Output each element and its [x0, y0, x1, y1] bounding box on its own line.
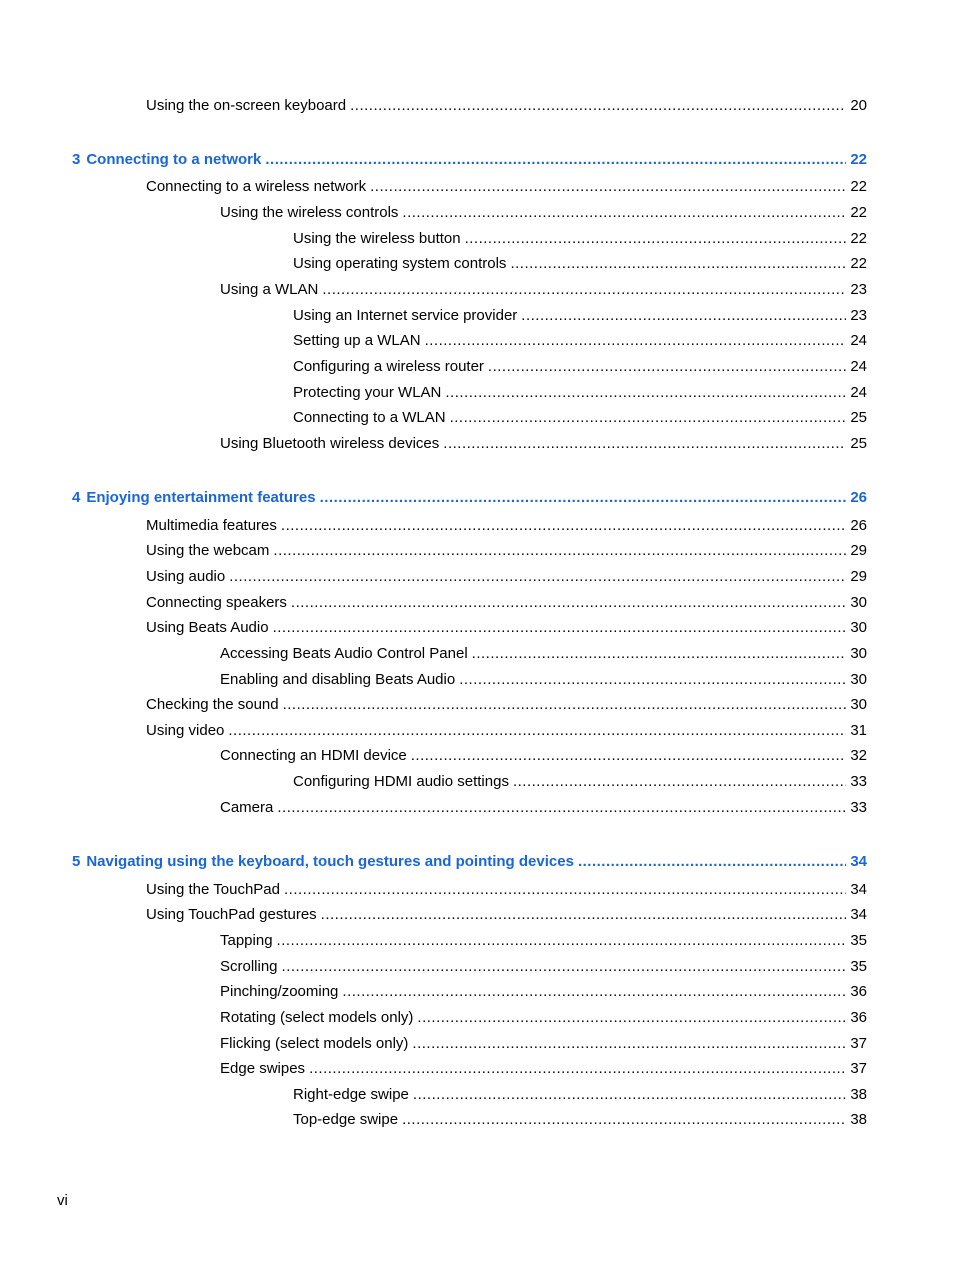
dot-leader — [277, 932, 847, 950]
dot-leader — [320, 489, 847, 507]
dot-leader — [425, 332, 847, 350]
toc-entry-page: 22 — [850, 255, 867, 272]
toc-chapter-link[interactable] — [72, 489, 867, 507]
toc-entry-title: Using video — [146, 722, 225, 739]
chapter-number: 5 — [72, 853, 81, 870]
toc-entry-title: Tapping — [220, 932, 273, 949]
toc-entry[interactable] — [293, 358, 867, 376]
toc-entry[interactable] — [146, 881, 867, 899]
dot-leader — [273, 619, 847, 637]
dot-leader — [472, 645, 847, 663]
toc-entry-title: Camera — [220, 799, 274, 816]
toc-entry[interactable] — [293, 255, 867, 273]
toc-entry[interactable] — [146, 722, 867, 740]
toc-entry-page: 30 — [850, 696, 867, 713]
toc-chapter-page: 34 — [850, 853, 867, 870]
toc-entry-page: 36 — [850, 1009, 867, 1026]
toc-entry-page: 32 — [850, 747, 867, 764]
toc-entry-page: 29 — [850, 542, 867, 559]
toc-entry[interactable] — [293, 773, 867, 791]
toc-entry-page: 35 — [850, 958, 867, 975]
toc-entry[interactable] — [220, 747, 867, 765]
toc-entry-title: Using TouchPad gestures — [146, 906, 317, 923]
dot-leader — [402, 1111, 846, 1129]
toc-entry-page: 34 — [850, 881, 867, 898]
dot-leader — [322, 281, 846, 299]
toc-entry[interactable] — [293, 1086, 867, 1104]
dot-leader — [450, 409, 847, 427]
dot-leader — [488, 358, 846, 376]
chapter-number: 4 — [72, 489, 81, 506]
toc-entry[interactable] — [220, 1060, 867, 1078]
toc-entry-title: Using the webcam — [146, 542, 270, 559]
toc-entry-title: Connecting to a WLAN — [293, 409, 446, 426]
toc-entry-page: 23 — [850, 307, 867, 324]
dot-leader — [273, 542, 846, 560]
toc-chapter-title: Navigating using the keyboard, touch gestures and pointing devices — [86, 853, 574, 870]
toc-entry[interactable] — [220, 1009, 867, 1027]
toc-entry-page: 20 — [850, 97, 867, 114]
toc-entry-title: Using a WLAN — [220, 281, 319, 298]
toc-entry[interactable] — [220, 204, 867, 222]
dot-leader — [443, 435, 846, 453]
dot-leader — [417, 1009, 846, 1027]
toc-entry-page: 22 — [850, 178, 867, 195]
toc-entry-title: Right-edge swipe — [293, 1086, 409, 1103]
toc-entry-page: 25 — [850, 409, 867, 426]
toc-entry-title: Using Beats Audio — [146, 619, 269, 636]
toc-entry[interactable] — [293, 332, 867, 350]
toc-entry-title: Using the TouchPad — [146, 881, 280, 898]
toc-entry-page: 30 — [850, 594, 867, 611]
dot-leader — [413, 1086, 846, 1104]
toc-entry[interactable] — [220, 645, 867, 663]
toc-entry[interactable] — [293, 1111, 867, 1129]
toc-entry[interactable] — [293, 409, 867, 427]
toc-entry-page: 24 — [850, 358, 867, 375]
toc-entry-page: 24 — [850, 332, 867, 349]
toc-entry-title: Rotating (select models only) — [220, 1009, 414, 1026]
toc-entry[interactable] — [220, 671, 867, 689]
toc-entry-title: Using Bluetooth wireless devices — [220, 435, 440, 452]
toc-entry-page: 38 — [850, 1111, 867, 1128]
toc-entry[interactable] — [146, 517, 867, 535]
toc-entry-title: Using audio — [146, 568, 226, 585]
toc-entry-title: Using the wireless button — [293, 230, 461, 247]
toc-entry-title: Using the on-screen keyboard — [146, 97, 347, 114]
toc-entry[interactable] — [146, 696, 867, 714]
toc-entry-title: Protecting your WLAN — [293, 384, 442, 401]
toc-entry-title: Connecting speakers — [146, 594, 287, 611]
toc-entry[interactable] — [220, 281, 867, 299]
toc-entry-page: 30 — [850, 619, 867, 636]
toc-chapter-page: 22 — [850, 151, 867, 168]
dot-leader — [321, 906, 847, 924]
page-number-footer: vi — [57, 1192, 68, 1209]
toc-entry[interactable] — [220, 983, 867, 1001]
toc-entry-title: Multimedia features — [146, 517, 277, 534]
toc-entry[interactable] — [220, 799, 867, 817]
toc-entry[interactable] — [146, 619, 867, 637]
toc-chapter-title: Enjoying entertainment features — [86, 489, 316, 506]
toc-entry-title: Pinching/zooming — [220, 983, 339, 1000]
toc-entry-title: Configuring HDMI audio settings — [293, 773, 509, 790]
toc-entry-page: 38 — [850, 1086, 867, 1103]
dot-leader — [284, 881, 846, 899]
toc-entry-title: Edge swipes — [220, 1060, 306, 1077]
dot-leader — [283, 696, 847, 714]
toc-entry-title: Configuring a wireless router — [293, 358, 484, 375]
dot-leader — [342, 983, 846, 1001]
toc-entry[interactable] — [293, 307, 867, 325]
dot-leader — [277, 799, 846, 817]
dot-leader — [281, 517, 846, 535]
dot-leader — [350, 97, 846, 115]
toc-entry-title: Accessing Beats Audio Control Panel — [220, 645, 468, 662]
dot-leader — [412, 1035, 846, 1053]
toc-chapter-link[interactable] — [72, 853, 867, 871]
toc-entry-page: 37 — [850, 1035, 867, 1052]
toc-entry[interactable] — [146, 906, 867, 924]
toc-entry-page: 30 — [850, 645, 867, 662]
dot-leader — [402, 204, 846, 222]
toc-entry[interactable] — [293, 384, 867, 402]
toc-entry[interactable] — [146, 542, 867, 560]
dot-leader — [459, 671, 846, 689]
toc-entry-page: 37 — [850, 1060, 867, 1077]
toc-entry-page: 31 — [850, 722, 867, 739]
dot-leader — [229, 568, 846, 586]
toc-entry-title: Scrolling — [220, 958, 278, 975]
toc-entry[interactable] — [220, 932, 867, 950]
toc-entry-title: Using the wireless controls — [220, 204, 399, 221]
toc-entry-page: 25 — [850, 435, 867, 452]
toc-entry[interactable] — [220, 1035, 867, 1053]
dot-leader — [309, 1060, 846, 1078]
toc-entry[interactable] — [220, 958, 867, 976]
toc-entry-page: 30 — [850, 671, 867, 688]
toc-entry-title: Connecting an HDMI device — [220, 747, 407, 764]
dot-leader — [510, 255, 846, 273]
toc-entry-title: Connecting to a wireless network — [146, 178, 367, 195]
toc-entry-page: 33 — [850, 773, 867, 790]
dot-leader — [465, 230, 847, 248]
toc-entry[interactable] — [146, 594, 867, 612]
toc-entry-page: 29 — [850, 568, 867, 585]
toc-entry-title: Flicking (select models only) — [220, 1035, 409, 1052]
dot-leader — [291, 594, 846, 612]
toc-entry-page: 24 — [850, 384, 867, 401]
toc-entry[interactable] — [146, 568, 867, 586]
toc-entry-page: 33 — [850, 799, 867, 816]
dot-leader — [411, 747, 847, 765]
toc-entry[interactable] — [146, 178, 867, 196]
toc-entry-page: 36 — [850, 983, 867, 1000]
dot-leader — [521, 307, 846, 325]
toc-entry-title: Setting up a WLAN — [293, 332, 421, 349]
toc-entry[interactable] — [146, 97, 867, 115]
toc-entry-page: 22 — [850, 230, 867, 247]
dot-leader — [445, 384, 846, 402]
toc-chapter-page: 26 — [850, 489, 867, 506]
toc-chapter-link[interactable] — [72, 151, 867, 169]
toc-entry-title: Checking the sound — [146, 696, 279, 713]
toc-entry-title: Using operating system controls — [293, 255, 507, 272]
toc-entry-page: 34 — [850, 906, 867, 923]
toc-entry[interactable] — [220, 435, 867, 453]
dot-leader — [513, 773, 846, 791]
dot-leader — [228, 722, 846, 740]
toc-entry-title: Top-edge swipe — [293, 1111, 399, 1128]
toc-chapter-title: Connecting to a network — [86, 151, 262, 168]
chapter-number: 3 — [72, 151, 81, 168]
dot-leader — [282, 958, 847, 976]
toc-entry-page: 26 — [850, 517, 867, 534]
dot-leader — [265, 151, 846, 169]
toc-entry-page: 35 — [850, 932, 867, 949]
dot-leader — [578, 853, 846, 871]
dot-leader — [370, 178, 846, 196]
toc-entry-page: 23 — [850, 281, 867, 298]
toc-entry-title: Enabling and disabling Beats Audio — [220, 671, 456, 688]
toc-entry-page: 22 — [850, 204, 867, 221]
toc-entry[interactable] — [293, 230, 867, 248]
toc-entry-title: Using an Internet service provider — [293, 307, 518, 324]
